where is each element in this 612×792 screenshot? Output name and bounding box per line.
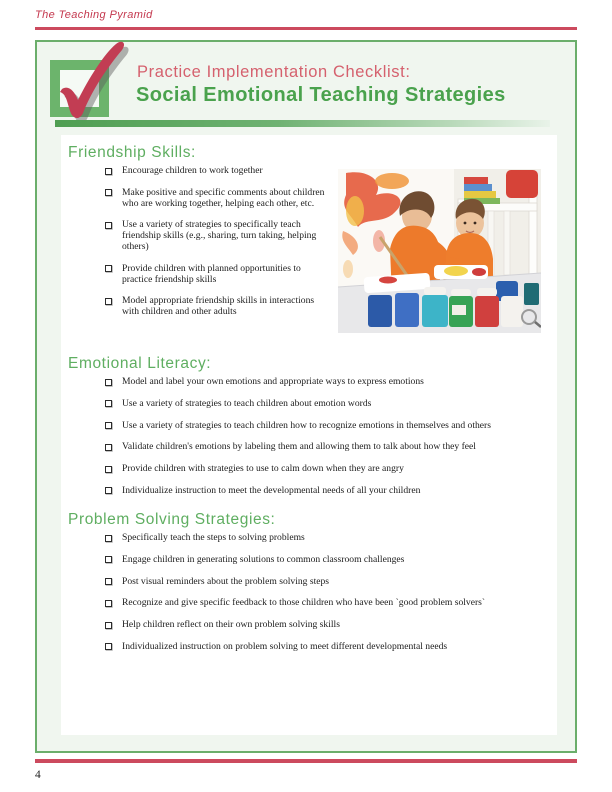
checklist-item-text: Individualized instruction on problem solving to meet different developmental needs [122,640,448,652]
checklist-item-text: Specifically teach the steps to solving problems [122,532,305,543]
header-rule [35,27,577,30]
checklist-item [105,264,341,286]
checklist-item-text: Validate children's emotions by labeling them and allowing them to talk about how they feel [122,441,476,453]
page-title-kicker: Practice Implementation Checklist: [137,63,411,81]
checklist-item-text: Model appropriate friendship skills in interactions with children and other adults [122,295,315,318]
checkbox-icon [105,222,112,229]
checklist-item [105,377,557,388]
checklist-problem-solving [105,533,557,664]
document-header-title: The Teaching Pyramid [35,9,153,21]
checklist-item-text: Provide children with strategies to use to calm down when they are angry [122,463,404,475]
checkbox-icon [105,298,112,305]
page-number: 4 [35,769,41,781]
checkbox-icon [105,422,112,429]
checkbox-icon [105,400,112,407]
checklist-friendship-skills [105,166,341,329]
checklist-item [105,620,557,631]
title-underline-bar [55,120,550,127]
checklist-item [105,442,557,453]
footer-rule [35,759,577,763]
checklist-item [105,399,557,410]
checklist-item [105,188,341,210]
checklist-item [105,486,557,497]
checklist-item-text: Encourage children to work together [122,165,263,176]
checkbox-icon [105,168,112,175]
checklist-item-text: Make positive and specific comments about children who are working together, helping each other, etc. [122,186,325,209]
checklist-item [105,464,557,475]
checklist-item [105,296,341,318]
checklist-item [105,166,341,177]
checklist-item-text: Help children reflect on their own problem solving skills [122,619,340,631]
checklist-item [105,220,341,252]
checklist-item [105,555,557,566]
checklist-item-text: Individualize instruction to meet the developmental needs of all your children [122,484,421,496]
checkbox-icon [105,535,112,542]
section-heading-emotional-literacy: Emotional Literacy: [68,355,212,372]
checklist-emotional-literacy [105,377,557,508]
page-title: Social Emotional Teaching Strategies [136,84,506,106]
checkbox-icon [105,487,112,494]
checklist-item [105,642,557,653]
checkbox-icon [105,379,112,386]
checkbox-checkmark-icon [44,36,132,124]
checklist-item-text: Use a variety of strategies to teach children how to recognize emotions in themselves and others [122,419,491,431]
checklist-item-text: Provide children with planned opportunities to practice friendship skills [122,262,301,285]
section-heading-friendship-skills: Friendship Skills: [68,144,196,161]
checklist-item-text: Model and label your own emotions and appropriate ways to express emotions [122,376,424,387]
checklist-item [105,577,557,588]
checklist-item [105,533,557,544]
checklist-item-text: Use a variety of strategies to specifically teach friendship skills (e.g., sharing, turn taking, helping others) [122,219,317,252]
checklist-item-text: Post visual reminders about the problem solving steps [122,575,330,587]
checkbox-icon [105,444,112,451]
checklist-item-text: Engage children in generating solutions to common classroom challenges [122,553,405,565]
checklist-item [105,598,557,609]
checkbox-icon [105,556,112,563]
section-heading-problem-solving: Problem Solving Strategies: [68,511,276,528]
children-painting-photo [338,169,541,333]
checkbox-icon [105,643,112,650]
checkbox-icon [105,600,112,607]
checklist-item-text: Use a variety of strategies to teach children about emotion words [122,397,372,409]
checklist-item-text: Recognize and give specific feedback to those children who have been `good problem solvers` [122,597,486,609]
checkbox-icon [105,265,112,272]
checkbox-icon [105,189,112,196]
checkbox-icon [105,578,112,585]
checkbox-icon [105,466,112,473]
checklist-item [105,421,557,432]
checkbox-icon [105,622,112,629]
